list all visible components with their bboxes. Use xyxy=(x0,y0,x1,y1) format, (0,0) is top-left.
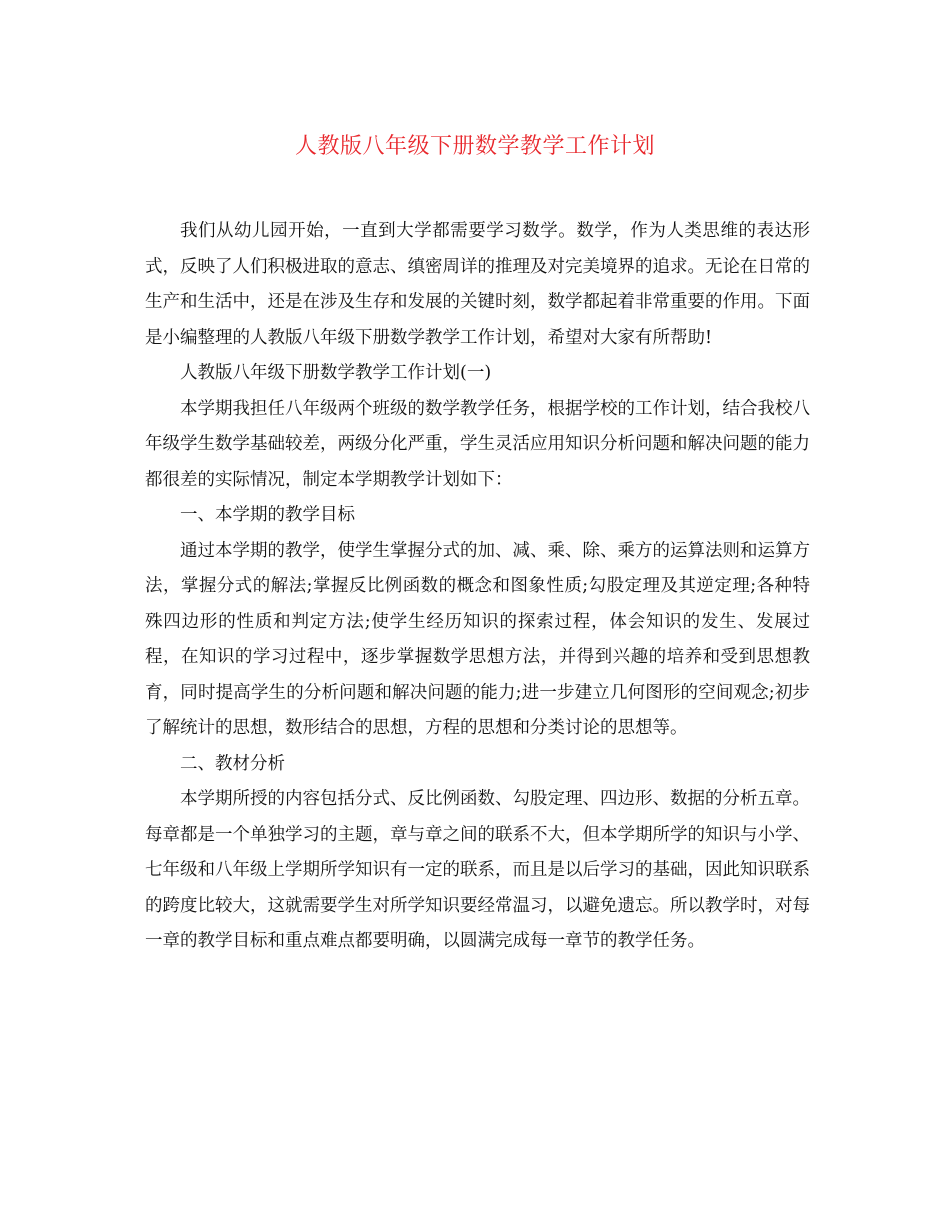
overview-paragraph: 本学期我担任八年级两个班级的数学教学任务，根据学校的工作计划，结合我校八年级学生数学基础较差，两级分化严重，学生灵活应用知识分析问题和解决问题的能力都很差的实际情况，制定本学期教学计划如下： xyxy=(145,398,810,490)
goals-paragraph: 通过本学期的教学，使学生掌握分式的加、减、乘、除、乘方的运算法则和运算方法，掌握分式的解法;掌握反比例函数的概念和图象性质;勾股定理及其逆定理;各种特殊四边形的性质和判定方法;使学生经历知识的探索过程，体会知识的发生、发展过程，在知识的学习过程中，逐步掌握数学思想方法，并得到兴趣的培养和受到思想教育，同时提高学生的分析问题和解决问题的能力;进一步建立几何图形的空间观念;初步了解统计的思想，数形结合的思想，方程的思想和分类讨论的思想等。 xyxy=(145,540,810,738)
plan-one-heading: 人教版八年级下册数学教学工作计划(一) xyxy=(180,363,492,383)
document-body xyxy=(145,214,810,960)
materials-paragraph: 本学期所授的内容包括分式、反比例函数、勾股定理、四边形、数据的分析五章。每章都是一个单独学习的主题，章与章之间的联系不大，但本学期所学的知识与小学、七年级和八年级上学期所学知识有一定的联系，而且是以后学习的基础，因此知识联系的跨度比较大，这就需要学生对所学知识要经常温习，以避免遗忘。所以教学时，对每一章的教学目标和重点难点都要明确，以圆满完成每一章节的教学任务。 xyxy=(145,789,810,951)
section-heading-goals: 一、本学期的教学目标 xyxy=(180,505,355,525)
section-heading-materials: 二、教材分析 xyxy=(180,753,285,774)
intro-paragraph: 我们从幼儿园开始，一直到大学都需要学习数学。数学，作为人类思维的表达形式，反映了人们积极进取的意志、缜密周详的推理及对完美境界的追求。无论在日常的生产和生活中，还是在涉及生存和发展的关键时刻，数学都起着非常重要的作用。下面是小编整理的人教版八年级下册数学教学工作计划，希望对大家有所帮助! xyxy=(145,221,810,348)
document-title: 人教版八年级下册数学教学工作计划 xyxy=(294,134,655,159)
